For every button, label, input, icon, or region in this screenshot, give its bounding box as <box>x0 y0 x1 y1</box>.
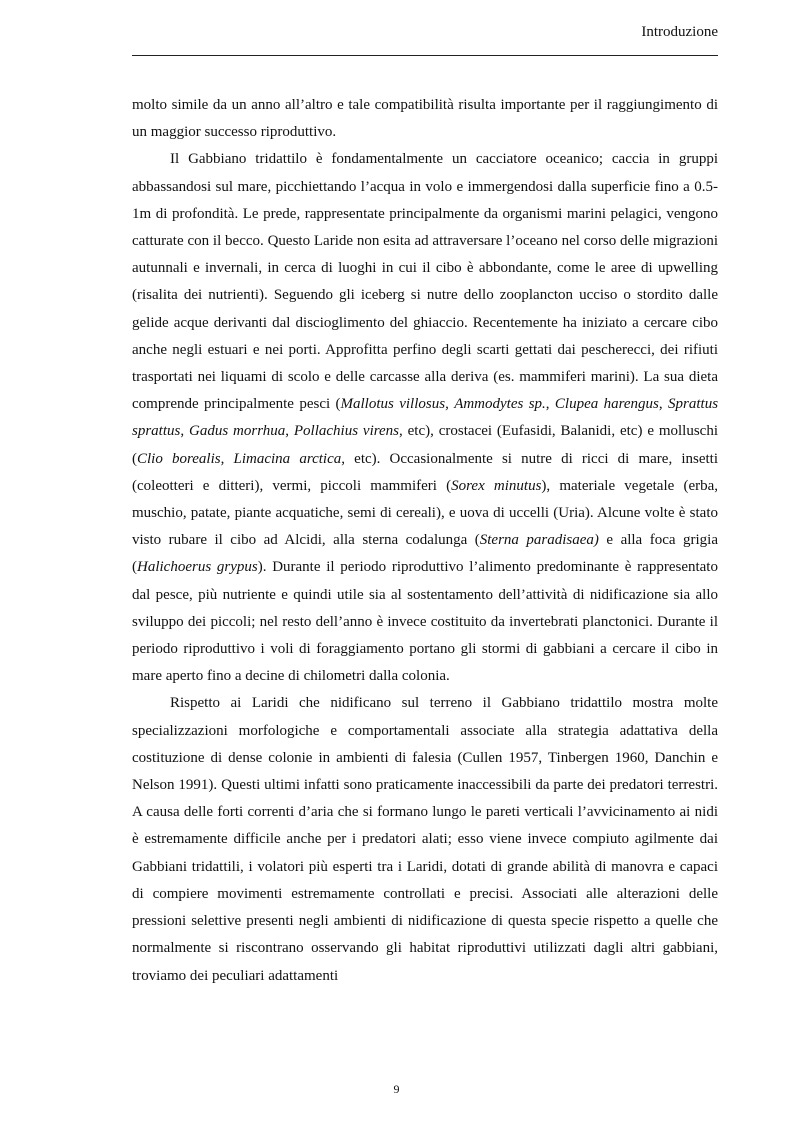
text-run: ). Durante il periodo riproduttivo l’alimento predominante è rappresentato dal pesce, più nutriente e quindi utile sia al sostentamento dell’attività di nidificazione sia allo sviluppo dei piccoli; nel resto dell’anno è invece costituito da invertebrati planctonici. Durante il periodo riproduttivo i voli di foraggiamento portano gli stormi di gabbiani a cercare il cibo in mare aperto fino a decine di chilometri dalla colonia. <box>132 559 718 685</box>
italic-species-name: Pollachius virens <box>293 423 400 440</box>
text-run: e alla foca grigia ( <box>132 532 719 576</box>
text-run: , <box>220 450 234 467</box>
text-run: Il Gabbiano tridattilo è fondamentalmente un cacciatore oceanico; caccia in gruppi abbassandosi sul mare, picchiettando l’acqua in volo e immergendosi dalla superficie fino a 0.5-1m di profondità. Le prede, rappresentate principalmente da organismi marini pelagici, vengono catturate con il becco. Questo Laride non esita ad attraversare l’oceano nel corso delle migrazioni autunnali e invernali, in cerca di luoghi in cui il cibo è abbondante, come le aree di upwelling (risalita dei nutrienti). Seguendo gli iceberg si nutre dello zooplancton ucciso o stordito dalle gelide acque derivanti dal discioglimento del ghiaccio. Recentemente ha iniziato a cercare cibo anche negli estuari e nei porti. Approfitta perfino degli scarti gettati dai pescherecci, dei rifiuti trasportati nei liquami di scolo e delle carcasse alla deriva (es. mammiferi marini). La sua dieta comprende principalmente pesci ( <box>132 151 718 413</box>
italic-species-name: Clio borealis <box>137 450 221 467</box>
italic-species-name: Clupea harengus <box>554 396 659 413</box>
text-run: , etc). Occasionalmente si nutre di ricci di mare, insetti (coleotteri e ditteri), vermi, piccoli mammiferi ( <box>132 450 719 494</box>
text-run: , <box>658 396 669 413</box>
italic-species-name: Ammodytes sp. <box>454 396 546 413</box>
italic-species-name: Mallotus villosus <box>340 396 446 413</box>
italic-species-name: Sterna paradisaea) <box>479 532 599 549</box>
italic-species-name: Sorex minutus <box>451 477 542 494</box>
paragraph <box>132 690 718 989</box>
text-run: , etc), crostacei (Eufasidi, Balanidi, etc) e molluschi ( <box>132 423 719 467</box>
text-run: , <box>285 423 294 440</box>
text-run: , <box>545 396 555 413</box>
text-run: , <box>180 423 189 440</box>
header-rule <box>132 55 718 56</box>
page-number: 9 <box>393 1082 400 1096</box>
body-text <box>132 92 718 990</box>
paragraph <box>132 92 718 146</box>
italic-species-name: Limacina arctica <box>233 450 342 467</box>
paragraph <box>132 146 718 690</box>
italic-species-name: Halichoerus grypus <box>137 559 258 576</box>
italic-species-name: Gadus morrhua <box>188 423 286 440</box>
text-run: Rispetto ai Laridi che nidificano sul terreno il Gabbiano tridattilo mostra molte specializzazioni morfologiche e comportamentali associate alla strategia adattativa della costituzione di dense colonie in ambienti di falesia (Cullen 1957, Tinbergen 1960, Danchin e Nelson 1991). Questi ultimi infatti sono praticamente inaccessibili da parte dei predatori terrestri. A causa delle forti correnti d’aria che si formano lungo le pareti verticali l’avvicinamento ai nidi è estremamente difficile anche per i predatori alati; esso viene invece compiuto agilmente dai Gabbiani tridattili, i volatori più esperti tra i Laridi, dotati di grande abilità di manovra e capaci di compiere movimenti estremamente controllati e precisi. Associati alle alterazioni delle pressioni selettive presenti negli ambienti di nidificazione di questa specie rispetto a quelle che normalmente si riscontrano osservando gli habitat riproduttivi utilizzati dagli altri gabbiani, troviamo dei peculiari adattamenti <box>132 695 718 984</box>
text-run: molto simile da un anno all’altro e tale compatibilità risulta importante per il raggiungimento di un maggior successo riproduttivo. <box>132 97 718 141</box>
text-run: ), materiale vegetale (erba, muschio, patate, piante acquatiche, semi di cereali), e uova di uccelli (Uria). Alcune volte è stato visto rubare il cibo ad Alcidi, alla sterna codalunga ( <box>132 477 718 549</box>
italic-species-name: Sprattus sprattus <box>132 396 719 440</box>
text-run: , <box>445 396 455 413</box>
running-header: Introduzione <box>641 24 718 40</box>
